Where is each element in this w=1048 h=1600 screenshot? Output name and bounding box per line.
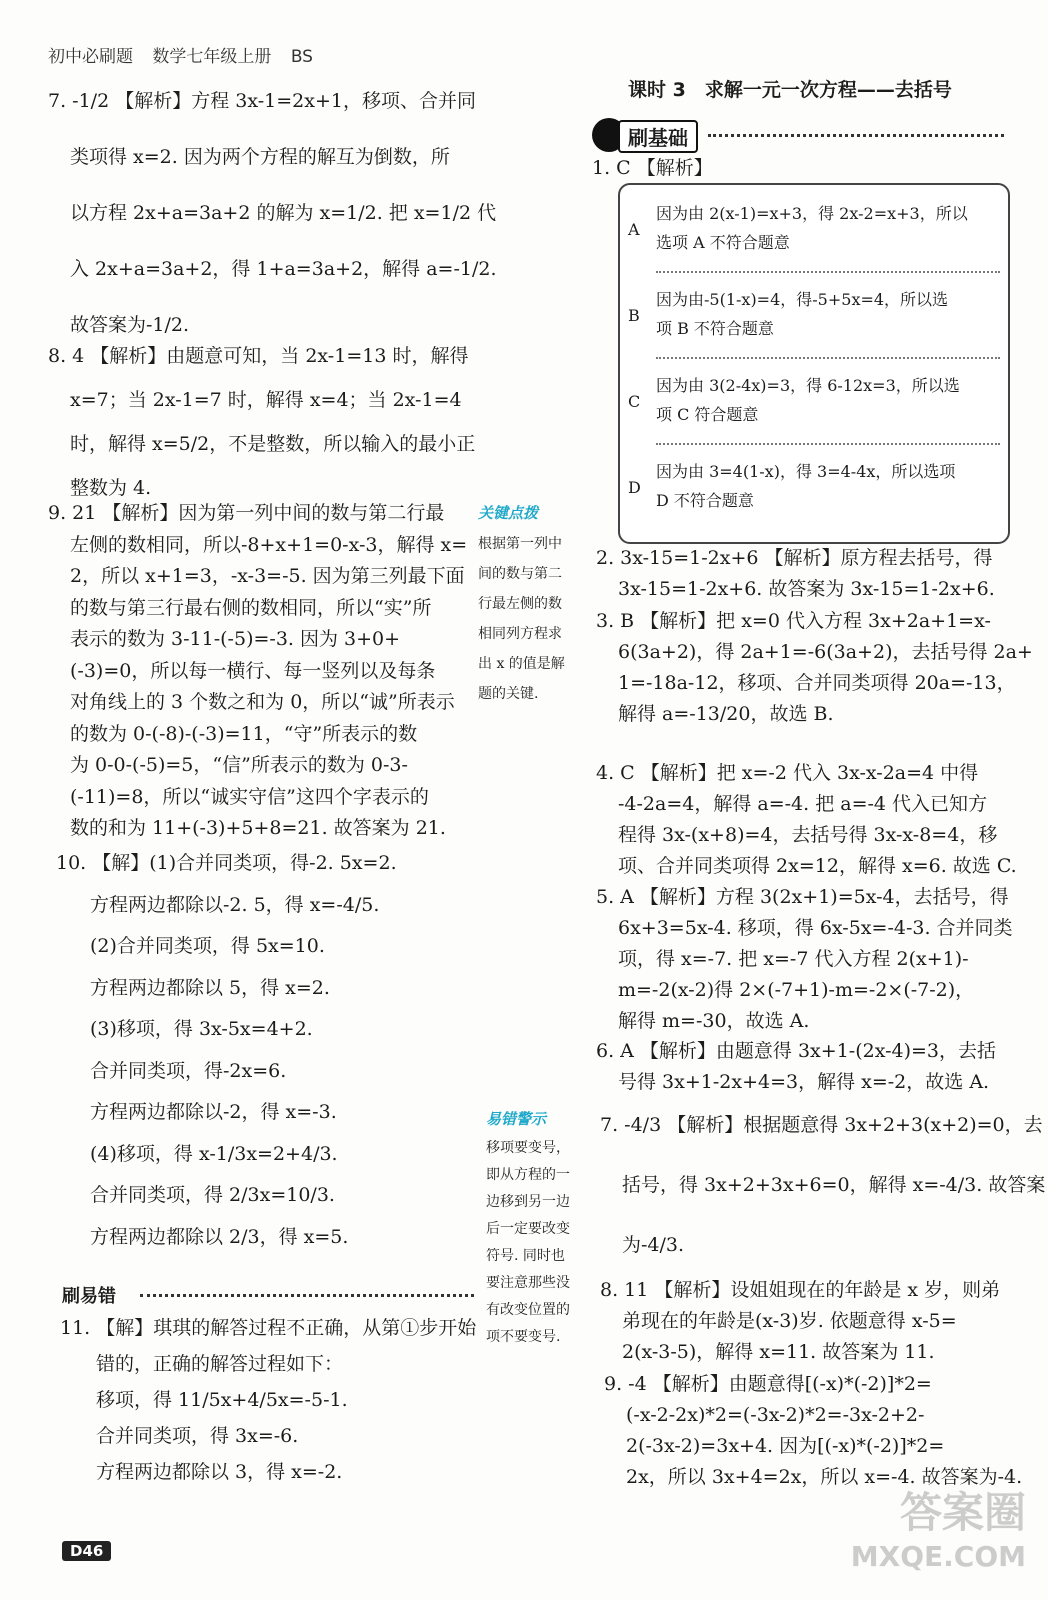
q9-line: 为 0-0-(-5)=5，“信”所表示的数为 0-3- <box>70 754 408 776</box>
lesson-title: 课时 3 求解一元一次方程——去括号 <box>628 79 952 101</box>
option-text: 因为由 2(x-1)=x+3，得 2x-2=x+3，所以 选项 A 不符合题意 <box>656 204 968 252</box>
error-warning-title: 易错警示 <box>486 1110 547 1128</box>
error-warning-note-line: 即从方程的一 <box>486 1167 570 1183</box>
q7-line: 入 2x+a=3a+2，得 1+a=3a+2，解得 a=-1/2. <box>70 258 497 280</box>
option-letter: C <box>628 392 641 411</box>
rq8-line: 8. 11 【解析】设姐姐现在的年龄是 x 岁，则弟 <box>600 1279 1001 1301</box>
error-warning-note-line: 项不要变号. <box>486 1329 561 1345</box>
q10-line: (2)合并同类项，得 5x=10. <box>90 935 325 957</box>
q10-line: 10. 【解】(1)合并同类项，得-2. 5x=2. <box>56 852 397 874</box>
q8-line: 时，解得 x=5/2，不是整数，所以输入的最小正 <box>70 433 476 455</box>
error-warning-note-line: 要注意那些没 <box>486 1275 570 1291</box>
q11-line: 移项，得 11/5x+4/5x=-5-1. <box>96 1389 348 1411</box>
rq2-line: 3x-15=1-2x+6. 故答案为 3x-15=1-2x+6. <box>618 578 995 600</box>
option-separator <box>656 357 1000 359</box>
watermark-logo: 答案圈 <box>899 1488 1026 1537</box>
rq7-line: 7. -4/3 【解析】根据题意得 3x+2+3(x+2)=0，去 <box>600 1114 1043 1136</box>
q7-line: 类项得 x=2. 因为两个方程的解互为倒数，所 <box>70 146 450 168</box>
error-warning-note-line: 边移到另一边 <box>486 1194 570 1210</box>
rq2-line: 2. 3x-15=1-2x+6 【解析】原方程去括号，得 <box>596 547 993 569</box>
rq3-line: 1=-18a-12，移项、合并同类项得 20a=-13， <box>618 672 1016 694</box>
q1-options-box <box>618 183 1010 544</box>
option-separator <box>656 271 1000 273</box>
rq7-line: 为-4/3. <box>622 1234 685 1256</box>
error-warning-note-line: 移项要变号， <box>486 1140 570 1156</box>
q9-line: 数的和为 11+(-3)+5+8=21. 故答案为 21. <box>70 817 446 839</box>
error-warning-note-line: 有改变位置的 <box>486 1302 570 1318</box>
rq6-line: 6. A 【解析】由题意得 3x+1-(2x-4)=3，去括 <box>596 1040 997 1062</box>
rq4-line: 项、合并同类项得 2x=12，解得 x=6. 故选 C. <box>618 855 1017 877</box>
rq9-line: 2x，所以 3x+4=2x，所以 x=-4. 故答案为-4. <box>626 1466 1023 1488</box>
q9-line: 对角线上的 3 个数之和为 0，所以“诚”所表示 <box>70 691 455 713</box>
rq5-line: 项，得 x=-7. 把 x=-7 代入方程 2(x+1)- <box>618 948 969 970</box>
section-errors-divider <box>140 1294 474 1297</box>
key-point-title: 关键点拨 <box>478 504 539 522</box>
q10-line: 方程两边都除以 2/3，得 x=5. <box>90 1225 349 1248</box>
q10-line: 合并同类项，得 2/3x=10/3. <box>90 1184 335 1206</box>
rq5-line: 解得 m=-30，故选 A. <box>618 1010 810 1032</box>
q8-line: 8. 4 【解析】由题意可知，当 2x-1=13 时，解得 <box>48 345 469 367</box>
q7-line: 7. -1/2 【解析】方程 3x-1=2x+1，移项、合并同 <box>48 90 476 112</box>
q10-line: 方程两边都除以-2. 5，得 x=-4/5. <box>90 893 380 916</box>
rq7-line: 括号，得 3x+2+3x+6=0，解得 x=-4/3. 故答案 <box>622 1174 1046 1196</box>
rq3-line: 3. B 【解析】把 x=0 代入方程 3x+2a+1=x- <box>596 610 991 632</box>
error-warning-note-line: 符号. 同时也 <box>486 1248 565 1264</box>
edition-label: BS <box>290 47 313 67</box>
section-errors-label: 刷易错 <box>62 1286 116 1307</box>
rq8-line: 弟现在的年龄是(x-3)岁. 依题意得 x-5= <box>622 1310 957 1332</box>
q10-line: 方程两边都除以 5，得 x=2. <box>90 976 330 999</box>
watermark-url: MXQE.COM <box>850 1540 1026 1573</box>
q9-line: (-11)=8，所以“诚实守信”这四个字表示的 <box>70 785 429 808</box>
rq8-line: 2(x-3-5)，解得 x=11. 故答案为 11. <box>622 1341 935 1363</box>
q11-line: 方程两边都除以 3，得 x=-2. <box>96 1461 343 1483</box>
q7-line: 故答案为-1/2. <box>70 314 190 336</box>
q9-line: 表示的数为 3-11-(-5)=-3. 因为 3+0+ <box>70 628 401 650</box>
q9-line: 9. 21 【解析】因为第一列中间的数与第二行最 <box>48 502 445 524</box>
q9-line: 的数为 0-(-8)-(-3)=11，“守”所表示的数 <box>70 722 418 745</box>
option-letter: D <box>628 478 641 497</box>
rq3-line: 解得 a=-13/20，故选 B. <box>618 703 834 725</box>
q8-line: x=7；当 2x-1=7 时，解得 x=4；当 2x-1=4 <box>70 389 462 411</box>
rq3-line: 6(3a+2)，得 2a+1=-6(3a+2)，去括号得 2a+ <box>618 641 1033 663</box>
q11-line: 合并同类项，得 3x=-6. <box>96 1425 299 1447</box>
q11-line: 11. 【解】琪琪的解答过程不正确，从第①步开始 <box>60 1317 477 1339</box>
rq4-line: 程得 3x-(x+8)=4，去括号得 3x-x-8=4，移 <box>618 824 998 846</box>
q7-line: 以方程 2x+a=3a+2 的解为 x=1/2. 把 x=1/2 代 <box>70 202 497 224</box>
rq5-line: 5. A 【解析】方程 3(2x+1)=5x-4，去括号，得 <box>596 886 1009 908</box>
subject-name: 数学七年级上册 <box>152 47 272 67</box>
q8-line: 整数为 4. <box>70 477 152 499</box>
key-point-note-line: 出 x 的值是解 <box>478 656 565 672</box>
q10-line: 方程两边都除以-2，得 x=-3. <box>90 1101 337 1123</box>
section-basic-label: 刷基础 <box>618 120 698 153</box>
option-letter: B <box>628 306 640 325</box>
book-name: 初中必刷题 <box>48 47 133 67</box>
option-text: 因为由 3(2-4x)=3，得 6-12x=3，所以选 项 C 符合题意 <box>656 376 960 424</box>
rq6-line: 号得 3x+1-2x+4=3，解得 x=-2，故选 A. <box>618 1071 990 1093</box>
q10-line: (4)移项，得 x-1/3x=2+4/3. <box>90 1142 338 1165</box>
page-header <box>48 42 327 67</box>
rq5-line: 6x+3=5x-4. 移项，得 6x-5x=-4-3. 合并同类 <box>618 917 1013 939</box>
page-number: D46 <box>62 1541 111 1561</box>
key-point-note-line: 间的数与第二 <box>478 566 562 582</box>
right-q1-heading: 1. C 【解析】 <box>592 157 713 179</box>
q9-line: 的数与第三行最右侧的数相同，所以“实”所 <box>70 596 432 619</box>
q9-line: 2，所以 x+1=3，-x-3=-5. 因为第三列最下面 <box>70 565 465 587</box>
section-basic-divider <box>708 134 1004 137</box>
option-letter: A <box>628 220 640 239</box>
key-point-note-line: 根据第一列中 <box>478 536 562 552</box>
rq4-line: -4-2a=4，解得 a=-4. 把 a=-4 代入已知方 <box>618 793 988 815</box>
rq4-line: 4. C 【解析】把 x=-2 代入 3x-x-2a=4 中得 <box>596 762 979 784</box>
q10-line: 合并同类项，得-2x=6. <box>90 1059 287 1082</box>
option-text: 因为由 3=4(1-x)，得 3=4-4x，所以选项 D 不符合题意 <box>656 462 956 510</box>
option-text: 因为由-5(1-x)=4，得-5+5x=4，所以选 项 B 不符合题意 <box>656 290 949 338</box>
q10-line: (3)移项，得 3x-5x=4+2. <box>90 1018 313 1040</box>
rq9-line: 2(-3x-2)=3x+4. 因为[(-x)*(-2)]*2= <box>626 1435 945 1457</box>
key-point-note-line: 行最左侧的数 <box>478 596 562 612</box>
q11-line: 错的，正确的解答过程如下： <box>96 1353 344 1375</box>
section-basic-badge <box>592 118 702 152</box>
rq5-line: m=-2(x-2)得 2×(-7+1)-m=-2×(-7-2)， <box>618 979 975 1001</box>
option-separator <box>656 443 1000 445</box>
key-point-note-line: 题的关键. <box>478 686 539 702</box>
rq9-line: (-x-2-2x)*2=(-3x-2)*2=-3x-2+2- <box>626 1404 925 1426</box>
key-point-note-line: 相同列方程求 <box>478 626 562 642</box>
error-warning-note-line: 后一定要改变 <box>486 1221 570 1237</box>
q9-line: (-3)=0，所以每一横行、每一竖列以及每条 <box>70 659 436 682</box>
rq9-line: 9. -4 【解析】由题意得[(-x)*(-2)]*2= <box>604 1373 932 1395</box>
q9-line: 左侧的数相同，所以-8+x+1=0-x-3，解得 x= <box>70 533 468 556</box>
